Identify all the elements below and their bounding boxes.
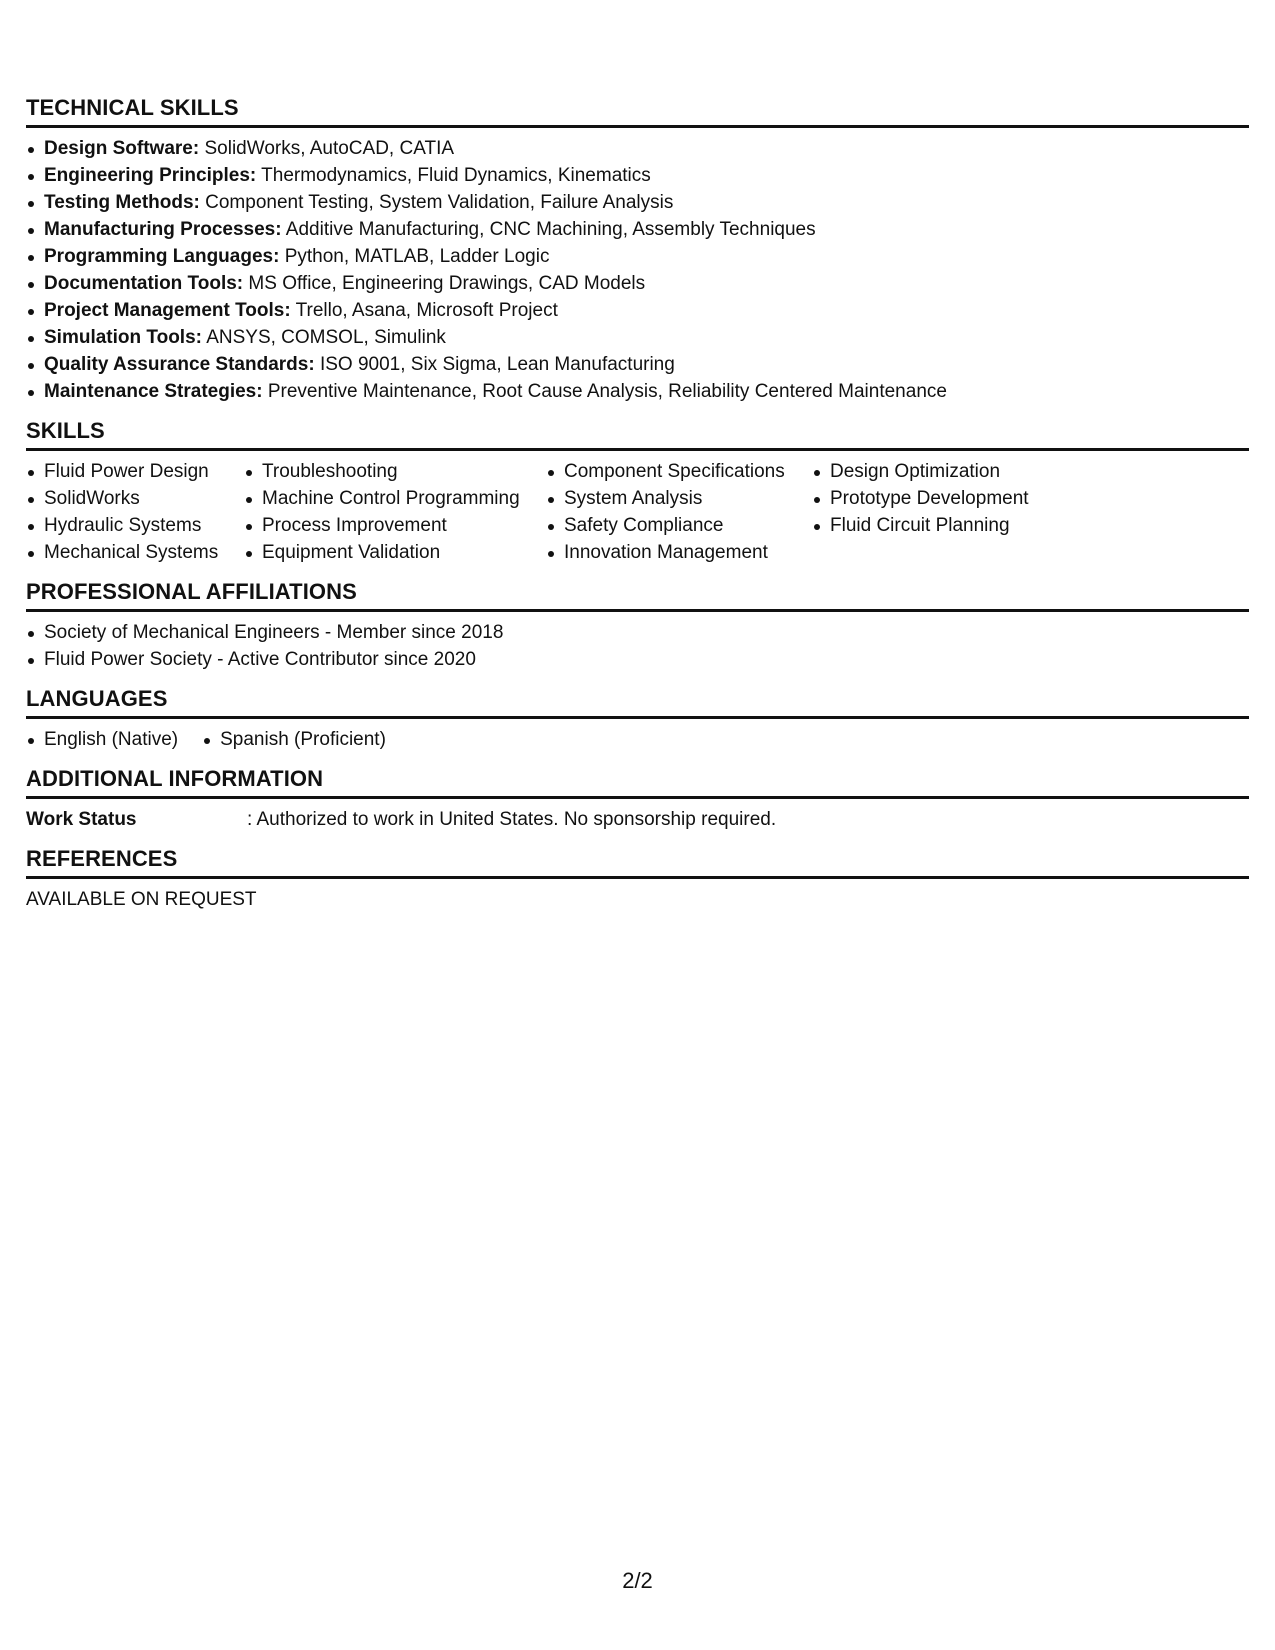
technical-skill-item bbox=[26, 243, 1249, 270]
technical-skill-value: Additive Manufacturing, CNC Machining, Assembly Techniques bbox=[281, 219, 816, 240]
technical-skill-item bbox=[26, 162, 1249, 189]
skill-item: Safety Compliance bbox=[546, 512, 812, 539]
language-item: Spanish (Proficient) bbox=[202, 726, 386, 753]
technical-skill-label: Programming Languages: bbox=[44, 246, 280, 267]
technical-skill-label: Design Software: bbox=[44, 138, 200, 159]
section-title-technical-skills: TECHNICAL SKILLS bbox=[26, 96, 1249, 128]
technical-skill-item bbox=[26, 297, 1249, 324]
affiliations-section bbox=[26, 580, 1249, 673]
technical-skill-value: ANSYS, COMSOL, Simulink bbox=[201, 327, 446, 348]
technical-skill-label: Simulation Tools: bbox=[44, 327, 202, 348]
references-text: AVAILABLE ON REQUEST bbox=[26, 889, 257, 910]
technical-skill-label: Engineering Principles: bbox=[44, 165, 257, 186]
skill-item: Innovation Management bbox=[546, 539, 812, 566]
skills-columns bbox=[26, 458, 1249, 566]
skills-column-2 bbox=[244, 458, 546, 566]
skills-column-1 bbox=[26, 458, 244, 566]
technical-skill-label: Manufacturing Processes: bbox=[44, 219, 282, 240]
skill-item: Design Optimization bbox=[812, 458, 1072, 485]
technical-skill-item bbox=[26, 135, 1249, 162]
section-title-references: REFERENCES bbox=[26, 847, 1249, 879]
references-section bbox=[26, 847, 1249, 913]
languages-row bbox=[26, 726, 1249, 753]
work-status-value: : Authorized to work in United States. No sponsorship required. bbox=[247, 809, 777, 830]
technical-skill-value: MS Office, Engineering Drawings, CAD Models bbox=[243, 273, 646, 294]
resume-page bbox=[26, 96, 1249, 927]
skill-item: Fluid Power Design bbox=[26, 458, 244, 485]
technical-skill-label: Quality Assurance Standards: bbox=[44, 354, 315, 375]
technical-skill-value: Thermodynamics, Fluid Dynamics, Kinematics bbox=[256, 165, 651, 186]
technical-skill-item bbox=[26, 270, 1249, 297]
language-item: English (Native) bbox=[26, 726, 178, 753]
technical-skill-value: Preventive Maintenance, Root Cause Analysis, Reliability Centered Maintenance bbox=[262, 381, 947, 402]
additional-info-section bbox=[26, 767, 1249, 833]
language-list-1 bbox=[26, 726, 178, 753]
technical-skill-item bbox=[26, 189, 1249, 216]
skill-item: Component Specifications bbox=[546, 458, 812, 485]
languages-section bbox=[26, 687, 1249, 753]
skill-item: Equipment Validation bbox=[244, 539, 546, 566]
technical-skill-item bbox=[26, 216, 1249, 243]
work-status-label: Work Status bbox=[26, 809, 137, 830]
skill-item: Machine Control Programming bbox=[244, 485, 546, 512]
technical-skill-label: Testing Methods: bbox=[44, 192, 200, 213]
skill-item: Mechanical Systems bbox=[26, 539, 244, 566]
affiliations-list bbox=[26, 619, 1249, 673]
skill-item: Hydraulic Systems bbox=[26, 512, 244, 539]
technical-skill-value: SolidWorks, AutoCAD, CATIA bbox=[199, 138, 455, 159]
technical-skill-value: Component Testing, System Validation, Failure Analysis bbox=[199, 192, 674, 213]
technical-skill-value: ISO 9001, Six Sigma, Lean Manufacturing bbox=[314, 354, 675, 375]
skills-column-4 bbox=[812, 458, 1072, 566]
section-title-languages: LANGUAGES bbox=[26, 687, 1249, 719]
skill-item: Fluid Circuit Planning bbox=[812, 512, 1072, 539]
skills-column-3 bbox=[546, 458, 812, 566]
technical-skill-item bbox=[26, 378, 1249, 405]
technical-skills-section bbox=[26, 96, 1249, 405]
skill-item: Troubleshooting bbox=[244, 458, 546, 485]
technical-skill-label: Maintenance Strategies: bbox=[44, 381, 263, 402]
section-title-additional-info: ADDITIONAL INFORMATION bbox=[26, 767, 1249, 799]
technical-skill-label: Project Management Tools: bbox=[44, 300, 291, 321]
skill-item: SolidWorks bbox=[26, 485, 244, 512]
section-title-affiliations: PROFESSIONAL AFFILIATIONS bbox=[26, 580, 1249, 612]
skills-section bbox=[26, 419, 1249, 566]
section-title-skills: SKILLS bbox=[26, 419, 1249, 451]
affiliation-item: Society of Mechanical Engineers - Member since 2018 bbox=[26, 619, 1249, 646]
language-list-2 bbox=[202, 726, 386, 753]
work-status-row bbox=[26, 806, 1249, 833]
technical-skill-value: Trello, Asana, Microsoft Project bbox=[290, 300, 558, 321]
technical-skill-value: Python, MATLAB, Ladder Logic bbox=[279, 246, 550, 267]
skill-item: System Analysis bbox=[546, 485, 812, 512]
skill-item: Process Improvement bbox=[244, 512, 546, 539]
technical-skills-list bbox=[26, 135, 1249, 405]
technical-skill-item bbox=[26, 351, 1249, 378]
skill-item: Prototype Development bbox=[812, 485, 1072, 512]
technical-skill-item bbox=[26, 324, 1249, 351]
affiliation-item: Fluid Power Society - Active Contributor since 2020 bbox=[26, 646, 1249, 673]
page-number: 2/2 bbox=[622, 1568, 653, 1593]
technical-skill-label: Documentation Tools: bbox=[44, 273, 244, 294]
